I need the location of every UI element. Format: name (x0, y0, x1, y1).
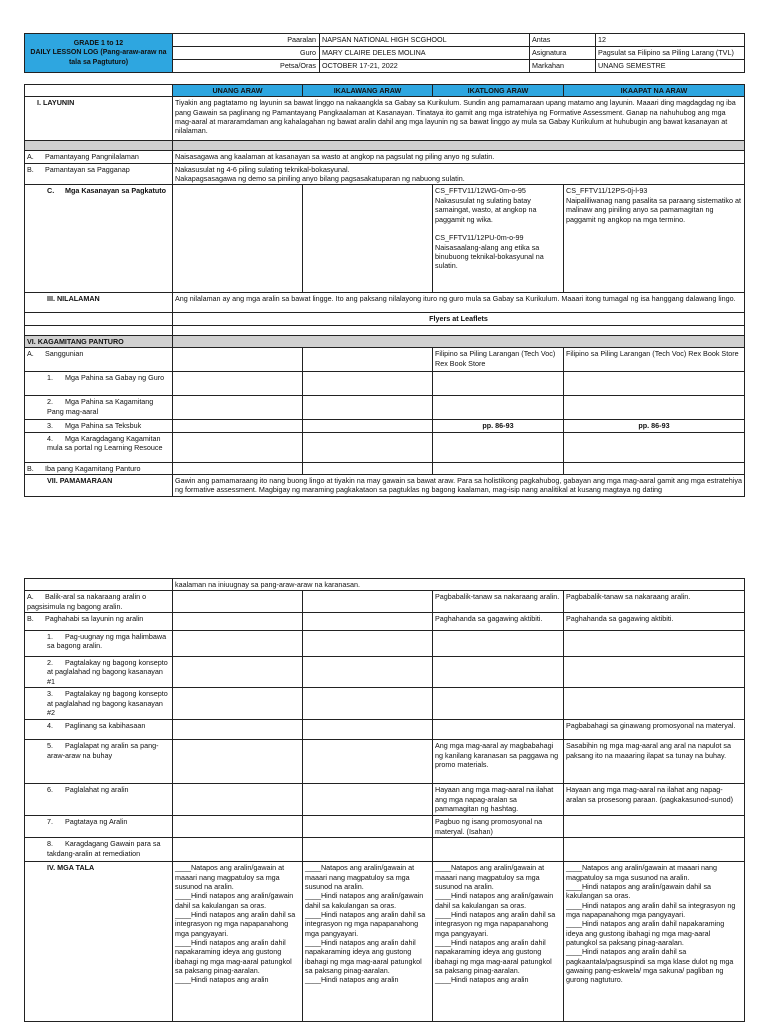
pamantayan-pagganap-label (25, 163, 173, 185)
balik-aral-label (25, 591, 173, 613)
step-number: 8. (47, 839, 53, 849)
empty-cell (173, 348, 303, 372)
empty-cell (173, 720, 303, 740)
empty-cell (433, 462, 564, 474)
letter: B. (27, 164, 34, 174)
asignatura-label: Asignatura (530, 47, 596, 60)
kagamitan-item (25, 396, 173, 420)
paaralan-label: Paaralan (173, 34, 320, 47)
step-day3 (433, 720, 564, 740)
step-day3 (433, 657, 564, 688)
step-day4 (564, 688, 745, 720)
kasanayan-day2 (303, 185, 433, 293)
step-label: Karagdagang Gawain para sa takdang-aralin at remediation (47, 839, 161, 858)
step-number: 6. (47, 785, 53, 795)
empty-cell (173, 325, 745, 335)
step-day4 (564, 657, 745, 688)
letter: B. (27, 463, 34, 473)
step-day3 (433, 688, 564, 720)
pamamaraan-step (25, 838, 173, 862)
item-label: Mga Pahina sa Kagamitang Pang mag-aaral (47, 397, 154, 416)
kasanayan-day4: CS_FFTV11/12PS-0j-l-93 Naipaliliwanag nang pasalita sa paraang sistematiko at malinaw ang piniling anyo sa pamamagitan ng paggamit ng angkop na mga termino. (564, 185, 745, 293)
step-day4 (564, 838, 745, 862)
band-empty (25, 85, 173, 97)
petsa-label: Petsa/Oras (173, 60, 320, 73)
tala-day2: ____Natapos ang aralin/gawain at maaari nang magpatuloy sa mga susunod na aralin. ____Hindi natapos ang aralin/gawain dahil sa kakulangan sa oras. ____Hindi natapos ang aralin dahil sa integrasyon ng mga napapanahong mga pangyayari. ____Hindi natapos ang aralin dahil napakaraming ideya ang gustong ibahagi ng mga mag-aaral patungkol sa paksang pinag-aaralan. ____Hindi natapos ang aralin (303, 862, 433, 1022)
empty-cell (173, 816, 303, 838)
pamamaraan-step (25, 720, 173, 740)
step-label: Paglinang sa kabihasaan (65, 721, 146, 731)
empty-cell (564, 432, 745, 462)
grey-separator (173, 141, 745, 151)
empty-cell (303, 462, 433, 474)
step-number: 5. (47, 741, 53, 751)
step-day4 (564, 631, 745, 657)
step-day4: Pagbabahagi sa ginawang promosyonal na materyal. (564, 720, 745, 740)
kagamitan-label: VI. KAGAMITANG PANTURO (25, 335, 173, 347)
step-number: 1. (47, 632, 53, 642)
pamantayan-pangnilalaman-text: Naisasagawa ang kaalaman at kasanayan sa wasto at angkop na pagsulat ng piling anyo ng sulatin. (173, 151, 745, 163)
item-label: Mga Pahina sa Teksbuk (65, 421, 142, 431)
guro-label: Guro (173, 47, 320, 60)
main-table-page1 (24, 84, 745, 497)
letter: A. (27, 592, 34, 602)
mga-tala-label: IV. MGA TALA (25, 862, 173, 1022)
empty-cell (173, 372, 303, 396)
empty-cell (303, 688, 433, 720)
empty-cell (564, 396, 745, 420)
petsa-value: OCTOBER 17-21, 2022 (320, 60, 530, 73)
empty-cell (173, 784, 303, 816)
tala-day1: ____Natapos ang aralin/gawain at maaari nang magpatuloy sa mga susunod na aralin. ____Hindi natapos ang aralin/gawain dahil sa kakulangan sa oras. ____Hindi natapos ang aralin dahil sa integrasyon ng mga napapanahong mga pangyayari. ____Hindi natapos ang aralin dahil napakaraming ideya ang gustong ibahagi ng mga mag-aaral patungkol sa paksang pinag-aaralan. ____Hindi natapos ang aralin (173, 862, 303, 1022)
guro-value: MARY CLAIRE DELES MOLINA (320, 47, 530, 60)
step-day3: Ang mga mag-aaral ay magbabahagi ng kanilang karanasan sa paggawa ng promo materials. (433, 740, 564, 784)
item-label: Mga Karagdagang Kagamitan mula sa portal ng Learning Resouce (47, 433, 163, 452)
antas-value: 12 (596, 34, 745, 47)
label: Mga Kasanayan sa Pagkatuto (65, 186, 167, 196)
kagamitan-item (25, 420, 173, 432)
dll-title-cell (25, 34, 173, 73)
layunin-text: Tiyakin ang pagtatamo ng layunin sa bawat linggo na nakaangkla sa Gabay sa Kurikulum. Sundin ang pamamaraan upang matamo ang layunin. Maaari ding magdagdag ng iba pang Gawain sa paglinang ng Pamantayang Pangkaalaman at Kasanayan. Tinataya ito gamit ang mga istratehiya ng Formative Assessment. Ganap na nahuhubog ang mga mag-aaral at mararamdaman ang kahalagahan ng bawat aralin dahil ang mga layunin ng sa bawat linggo ay mula sa Gabay Kurikulum at huhubugin ang bawat kasanayan at nilalaman. (173, 97, 745, 141)
empty-cell (303, 420, 433, 432)
pamamaraan-step (25, 816, 173, 838)
item-number: 2. (47, 397, 53, 407)
teksbuk-day3: pp. 86-93 (433, 420, 564, 432)
main-table-page2 (24, 578, 745, 1022)
empty-cell (173, 688, 303, 720)
antas-label: Antas (530, 34, 596, 47)
label: Paghahabi sa layunin ng aralin (45, 614, 144, 624)
item-number: 3. (47, 421, 53, 431)
dll-title: DAILY LESSON LOG (Pang-araw-araw na tala sa Pagtuturo) (30, 49, 167, 66)
sanggunian-day4: Filipino sa Piling Larangan (Tech Voc) Rex Book Store (564, 348, 745, 372)
pamamaraan-text: Gawin ang pamamaraang ito nang buong lingo at tiyakin na may gawain sa bawat araw. Para sa holistikong pagkahubog, gabayan ang mga mag-aaral gamit ang mga estratehiya ng formative assessment. Magbigay ng maraming pagkakataon sa pagtuklas ng bagong kaalaman, mag-isip nang analitikal at kusang magtaya ng dating (173, 474, 745, 496)
empty-cell (173, 432, 303, 462)
empty-cell (173, 613, 303, 631)
asignatura-value: Pagsulat sa Filipino sa Piling Larang (TVL) (596, 47, 745, 60)
empty-cell (303, 657, 433, 688)
nilalaman-text: Ang nilalaman ay ang mga aralin sa bawat lingge. Ito ang paksang nilalayong ituro ng guro mula sa Gabay sa Kurikulum. Maaari itong tumagal ng isa hanggang dalawang lingo. (173, 293, 745, 313)
markahan-value: UNANG SEMESTRE (596, 60, 745, 73)
empty-cell (173, 631, 303, 657)
step-number: 7. (47, 817, 53, 827)
day-header: IKAAPAT NA ARAW (564, 85, 745, 97)
pamamaraan-label: VII. PAMAMARAAN (25, 474, 173, 496)
kasanayan-label (25, 185, 173, 293)
empty-cell (303, 720, 433, 740)
balik-aral-day4: Pagbabalik-tanaw sa nakaraang aralin. (564, 591, 745, 613)
empty-cell (433, 396, 564, 420)
paghahabi-label (25, 613, 173, 631)
empty-cell (173, 420, 303, 432)
empty-cell (303, 396, 433, 420)
step-number: 2. (47, 658, 53, 668)
day-header: IKATLONG ARAW (433, 85, 564, 97)
tala-day4: ____Natapos ang aralin/gawain at maaari nang magpatuloy sa mga susunod na aralin. ____Hindi natapos ang aralin/gawain dahil sa kakulangan sa oras. ____Hindi natapos ang aralin dahil sa integrasyon ng mga napapanahong mga pangyayari. ____Hindi natapos ang aralin dahil napakaraming ideya ang gustong ibahagi ng mga mag-aaral patungkol sa paksang pinag-aaralan. ____Hindi natapos ang aralin dahil sa pagkaantala/pagsuspindi sa mga klase dulot ng mga gawaing pang-eskwela/ mga sakuna/ pagliban ng gurong nagtuturo. (564, 862, 745, 1022)
kagamitan-item (25, 432, 173, 462)
pamamaraan-step (25, 688, 173, 720)
pamantayan-pagganap-text: Nakasusulat ng 4-6 piling sulating teknikal-bokasyunal. Nakapagsasagawa ng demo sa piniling anyo bilang pagsasakatuparan ng nabuong sulatin. (173, 163, 745, 185)
nilalaman-label: III. NILALAMAN (25, 293, 173, 313)
kasanayan-day3: CS_FFTV11/12WG-0m-o-95 Nakasusulat ng sulating batay samaingat, wasto, at angkop na paggamit ng wika. CS_FFTV11/12PU-0m-o-99 Naisasaalang-alang ang etika sa binubuong teknikal-bokasyunal na sulatin. (433, 185, 564, 293)
markahan-label: Markahan (530, 60, 596, 73)
step-day4 (564, 816, 745, 838)
step-day3 (433, 631, 564, 657)
step-day4: Sasabihin ng mga mag-aaral ang aral na napulot sa paksang ito na maaaring ilapat sa tunay na buhay. (564, 740, 745, 784)
label: Pamantayan sa Pagganap (45, 164, 130, 174)
grade-label: GRADE 1 to 12 (73, 40, 124, 48)
item-number: 1. (47, 373, 53, 383)
label: Iba pang Kagamitang Panturo (45, 463, 141, 473)
item-number: 4. (47, 433, 53, 443)
letter: A. (27, 152, 34, 162)
paghahabi-day3: Paghahanda sa gagawing aktibiti. (433, 613, 564, 631)
step-label: Pag-uugnay ng mga halimbawa sa bagong aralin. (47, 632, 167, 651)
step-day3 (433, 838, 564, 862)
label: Balik-aral sa nakaraang aralin o pagsisimula ng bagong aralin. (27, 592, 147, 611)
pamamaraan-continued: kaalaman na iniuugnay sa pang-araw-araw na karanasan. (173, 579, 745, 591)
empty-cell (173, 657, 303, 688)
empty-cell (303, 432, 433, 462)
pamamaraan-step (25, 784, 173, 816)
iba-kagamitan-label (25, 462, 173, 474)
empty-cell (564, 462, 745, 474)
empty-cell (564, 372, 745, 396)
step-day3: Pagbuo ng isang promosyonal na materyal. (Isahan) (433, 816, 564, 838)
empty-cell (25, 325, 173, 335)
empty-cell (303, 784, 433, 816)
paaralan-value: NAPSAN NATIONAL HIGH SCGHOOL (320, 34, 530, 47)
grey-separator (25, 141, 173, 151)
empty-cell (303, 372, 433, 396)
empty-cell (303, 348, 433, 372)
empty-cell (25, 313, 173, 325)
item-label: Mga Pahina sa Gabay ng Guro (65, 373, 165, 383)
letter: A. (27, 349, 34, 359)
empty-cell (303, 591, 433, 613)
step-label: Pagtataya ng Aralin (65, 817, 128, 827)
pamamaraan-step (25, 631, 173, 657)
empty-cell (303, 613, 433, 631)
day-header: UNANG ARAW (173, 85, 303, 97)
empty-cell (303, 740, 433, 784)
empty-cell (173, 396, 303, 420)
step-label: Pagtalakay ng bagong konsepto at paglalahad ng bagong kasanayan #2 (47, 689, 168, 717)
empty-cell (303, 631, 433, 657)
paghahabi-day4: Paghahanda sa gagawing aktibiti. (564, 613, 745, 631)
label: Pamantayang Pangnilalaman (45, 152, 139, 162)
tala-day3: ____Natapos ang aralin/gawain at maaari nang magpatuloy sa mga susunod na aralin. ____Hindi natapos ang aralin/gawain dahil sa kakulangan sa oras. ____Hindi natapos ang aralin dahil sa integrasyon ng mga napapanahong mga pangyayari. ____Hindi natapos ang aralin dahil napakaraming ideya ang gustong ibahagi ng mga mag-aaral patungkol sa paksang pinag-aaralan. ____Hindi natapos ang aralin (433, 862, 564, 1022)
letter: B. (27, 614, 34, 624)
step-label: Paglalahat ng aralin (65, 785, 129, 795)
step-label: Paglalapat ng aralin sa pang-araw-araw na buhay (47, 741, 159, 760)
balik-aral-day3: Pagbabalik-tanaw sa nakaraang aralin. (433, 591, 564, 613)
empty-cell (173, 462, 303, 474)
pamamaraan-step (25, 740, 173, 784)
step-day4: Hayaan ang mga mag-aaral na ilahat ang napag-aralan sa prosesong paraan. (pagkakasunod-sunod) (564, 784, 745, 816)
day-header: IKALAWANG ARAW (303, 85, 433, 97)
grey-separator (173, 335, 745, 347)
pamantayan-pangnilalaman-label (25, 151, 173, 163)
step-number: 4. (47, 721, 53, 731)
letter: C. (47, 186, 55, 196)
pamamaraan-step (25, 657, 173, 688)
sanggunian-label (25, 348, 173, 372)
empty-cell (303, 838, 433, 862)
step-day3: Hayaan ang mga mag-aaral na ilahat ang mga napag-aralan sa pamamagitan ng hashtag. (433, 784, 564, 816)
step-number: 3. (47, 689, 53, 699)
empty-cell (433, 372, 564, 396)
empty-cell (173, 838, 303, 862)
empty-cell (25, 579, 173, 591)
empty-cell (173, 591, 303, 613)
header-table (24, 33, 745, 73)
label: Sanggunian (45, 349, 84, 359)
step-label: Pagtalakay ng bagong konsepto at paglalahad ng bagong kasanayan #1 (47, 658, 168, 686)
kagamitan-item (25, 372, 173, 396)
sanggunian-day3: Filipino sa Piling Larangan (Tech Voc) Rex Book Store (433, 348, 564, 372)
kasanayan-day1 (173, 185, 303, 293)
teksbuk-day4: pp. 86-93 (564, 420, 745, 432)
nilalaman-topic: Flyers at Leaflets (173, 313, 745, 325)
empty-cell (173, 740, 303, 784)
layunin-label: I. LAYUNIN (25, 97, 173, 141)
empty-cell (303, 816, 433, 838)
empty-cell (433, 432, 564, 462)
